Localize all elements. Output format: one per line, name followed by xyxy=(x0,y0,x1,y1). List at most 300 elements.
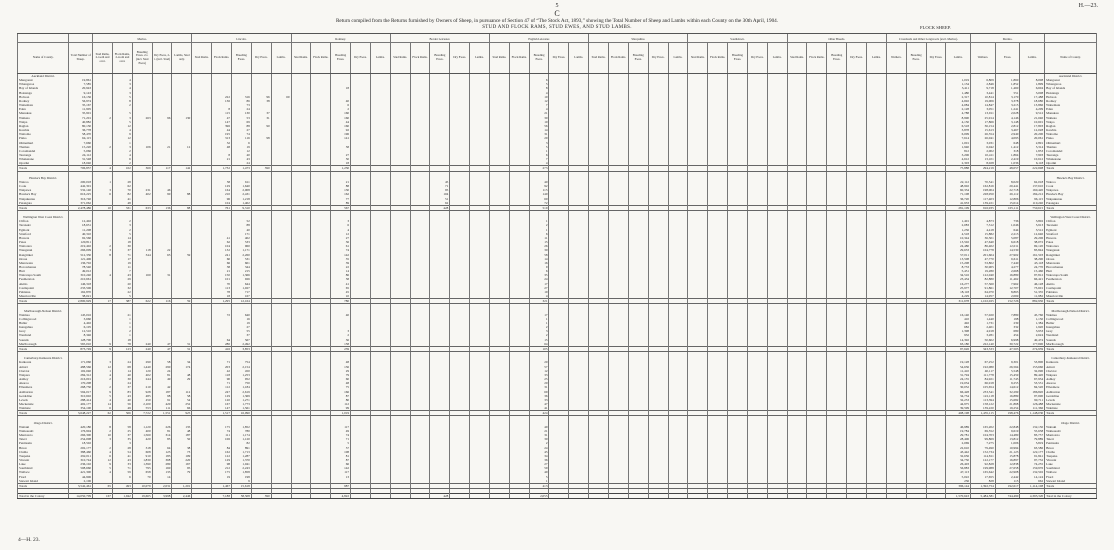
table-cell: 3 xyxy=(112,223,132,227)
table-cell: 3,878 xyxy=(946,128,971,132)
county-name: Clifton xyxy=(18,219,69,223)
table-cell: 34,734 xyxy=(946,394,971,398)
table-cell: 106 xyxy=(132,145,152,149)
table-cell: 4,873 xyxy=(971,219,996,223)
county-name-repeat: Total in the Colony xyxy=(1045,494,1097,499)
table-cell: 35 xyxy=(112,437,132,441)
table-cell: 72 xyxy=(529,201,549,206)
group-header: Other Breeds. xyxy=(787,34,886,43)
county-name: Piako xyxy=(18,136,69,140)
table-cell: 74 xyxy=(212,429,232,433)
column-header: Flock Rams. xyxy=(708,43,728,74)
table-cell: 212 xyxy=(212,466,232,470)
county-name: Ohinemuri xyxy=(18,141,69,145)
table-cell: 8 xyxy=(93,425,113,429)
table-cell: 98 xyxy=(212,462,232,466)
table-cell: 34,750 xyxy=(946,458,971,462)
table-cell: 52 xyxy=(231,219,251,223)
table-cell: 2,008 xyxy=(231,188,251,192)
county-name: Hutt xyxy=(18,269,69,273)
county-name-repeat: Canterbury-Kaikoura District. xyxy=(1045,356,1097,360)
table-cell xyxy=(291,494,311,499)
table-cell: 90 xyxy=(152,192,172,196)
table-cell: 17 xyxy=(529,282,549,286)
table-cell: 161,503 xyxy=(1020,253,1045,257)
table-cell: 198,004 xyxy=(971,188,996,192)
table-cell: 3,148 xyxy=(995,120,1020,124)
table-cell: 21 xyxy=(152,145,172,149)
table-cell: 987 xyxy=(331,483,351,488)
table-cell: 6 xyxy=(93,192,113,196)
table-cell: 2 xyxy=(331,107,351,111)
table-cell: 1,102,025 xyxy=(971,299,996,304)
table-cell: 28 xyxy=(112,446,132,450)
table-cell: 13,911 xyxy=(971,111,996,115)
table-cell: 1,046 xyxy=(995,223,1020,227)
table-cell: 171,060 xyxy=(69,360,93,364)
table-cell: 3 xyxy=(112,116,132,120)
table-cell: 130 xyxy=(172,116,192,120)
table-cell: 18,502 xyxy=(69,441,93,445)
county-name: Geraldine xyxy=(18,394,69,398)
table-cell: 910 xyxy=(132,454,152,458)
table-cell: 1,732 xyxy=(212,166,232,171)
table-cell: 416 xyxy=(212,346,232,351)
grand-total-row xyxy=(18,494,1097,499)
table-cell: 9,718 xyxy=(971,86,996,90)
table-cell: 64 xyxy=(152,446,172,450)
table-cell: 9 xyxy=(93,390,113,394)
table-cell xyxy=(569,494,589,499)
column-header: Dry Ewes. xyxy=(251,43,271,74)
table-cell: 10,344 xyxy=(946,236,971,240)
table-cell: 15,208 xyxy=(946,261,971,265)
table-cell: 1,171 xyxy=(231,248,251,252)
table-cell: 216,001 xyxy=(69,377,93,381)
table-cell: 3,031 xyxy=(971,141,996,145)
table-cell: 41 xyxy=(212,236,232,240)
table-cell: 96 xyxy=(212,197,232,201)
table-cell: 25,914 xyxy=(971,116,996,120)
table-cell: 19,254 xyxy=(995,406,1020,411)
county-name: Cheviot xyxy=(18,369,69,373)
table-cell: 5,913 xyxy=(1020,223,1045,227)
table-cell: 263 xyxy=(132,116,152,120)
table-cell: 10,814 xyxy=(971,95,996,99)
table-cell: 78 xyxy=(112,342,132,347)
table-cell: 174 xyxy=(172,365,192,369)
county-name-repeat: Patea xyxy=(1045,240,1097,244)
table-cell: 195 xyxy=(212,132,232,136)
table-cell: 1,148,030 xyxy=(1020,411,1045,416)
county-name-repeat: Waitomo xyxy=(1045,132,1097,136)
table-cell: 424 xyxy=(529,411,549,416)
table-cell: 102 xyxy=(112,166,132,171)
table-cell: 2,478,486 xyxy=(69,205,93,210)
table-cell: 40 xyxy=(331,99,351,103)
table-cell xyxy=(807,494,827,499)
table-cell: 120 xyxy=(212,398,232,402)
county-name: Rodney xyxy=(18,99,69,103)
table-cell: 1,551 xyxy=(152,411,172,416)
group-header: Southdown. xyxy=(688,34,787,43)
table-cell: 5 xyxy=(529,82,549,86)
group-header: Border Leicester. xyxy=(390,34,489,43)
table-cell: 2,083 xyxy=(946,223,971,227)
table-cell: 5 xyxy=(112,111,132,115)
table-cell: 162 xyxy=(331,192,351,196)
table-cell: 14,847 xyxy=(971,103,996,107)
table-cell: 594,017 xyxy=(69,390,93,394)
table-cell xyxy=(767,494,787,499)
table-cell: 1,366 xyxy=(231,273,251,277)
table-cell: 8,990 xyxy=(946,116,971,120)
table-cell: 16,090 xyxy=(231,411,251,416)
table-cell: 369 xyxy=(132,166,152,171)
table-cell: 7,312 xyxy=(971,223,996,227)
county-name: Manawatu xyxy=(18,261,69,265)
table-cell: 65 xyxy=(93,483,113,488)
column-header: Breeding Ewes. xyxy=(529,43,549,74)
table-cell: 50 xyxy=(172,437,192,441)
table-cell: 27 xyxy=(331,236,351,240)
column-header: Stud Rams. xyxy=(291,43,311,74)
table-cell: 7 xyxy=(529,157,549,161)
county-name-repeat: Patangata xyxy=(1045,201,1097,206)
table-cell: 8 xyxy=(529,86,549,90)
table-cell: 123 xyxy=(112,346,132,351)
table-cell: 7,722 xyxy=(132,411,152,416)
table-cell: 10 xyxy=(529,95,549,99)
table-cell: 15,220 xyxy=(69,145,93,149)
table-cell: 86 xyxy=(331,273,351,277)
table-cell: 9,619 xyxy=(995,429,1020,433)
table-cell: 266,009 xyxy=(69,248,93,252)
table-cell: 754 xyxy=(231,360,251,364)
table-cell: 9,310 xyxy=(231,205,251,210)
table-cell: 37 xyxy=(112,433,132,437)
table-cell: 90 xyxy=(251,124,271,128)
table-cell: 4 xyxy=(93,373,113,377)
table-cell: 1,295 xyxy=(212,299,232,304)
table-cell: 97,732 xyxy=(1020,458,1045,462)
table-cell: 640 xyxy=(231,313,251,317)
table-cell: 316,740 xyxy=(69,197,93,201)
table-cell: 64,115 xyxy=(69,136,93,140)
county-name-repeat: Mauriceville xyxy=(1045,294,1097,299)
table-cell: 36,778 xyxy=(69,128,93,132)
table-cell: 2,668 xyxy=(995,269,1020,273)
table-cell: 60 xyxy=(529,197,549,201)
county-name-repeat: Bay of Islands xyxy=(1045,86,1097,90)
table-cell: 20,441 xyxy=(995,184,1020,188)
table-cell: 11,462 xyxy=(995,277,1020,281)
table-cell: 150 xyxy=(212,273,232,277)
table-cell: 44 xyxy=(212,128,232,132)
table-cell: 160 xyxy=(331,111,351,115)
table-cell: 160 xyxy=(152,466,172,470)
group-header: Merino. xyxy=(93,34,192,43)
table-cell: 1,640 xyxy=(231,184,251,188)
table-cell: 198 xyxy=(231,475,251,479)
table-cell: 1,036 xyxy=(995,161,1020,166)
table-cell: 60,334 xyxy=(946,188,971,192)
table-cell: 59 xyxy=(529,466,549,470)
table-cell: 14,530 xyxy=(995,248,1020,252)
table-cell: 44,906 xyxy=(69,475,93,479)
table-cell: 219,402 xyxy=(69,244,93,248)
table-cell: 14 xyxy=(112,369,132,373)
table-cell: 36,720 xyxy=(946,197,971,201)
table-cell: 1 xyxy=(112,321,132,325)
table-cell: 1,473 xyxy=(231,166,251,171)
table-cell: 32,299 xyxy=(995,390,1020,394)
table-cell: 74,255 xyxy=(1020,462,1045,466)
county-name-repeat: Wanganui xyxy=(1045,248,1097,252)
table-cell: 162 xyxy=(212,450,232,454)
table-cell: 4 xyxy=(93,470,113,474)
column-header: Flock Rams, 2-tooth and over. xyxy=(112,43,132,74)
table-cell: 104 xyxy=(212,244,232,248)
table-cell: 136 xyxy=(331,365,351,369)
table-cell: 21 xyxy=(529,111,549,115)
table-cell: 1,253 xyxy=(231,373,251,377)
table-cell: 22,848 xyxy=(995,425,1020,429)
county-name-repeat: Hokianga xyxy=(1045,91,1097,95)
table-cell: 280 xyxy=(212,342,232,347)
county-name: Akaroa xyxy=(18,381,69,385)
table-cell: 47 xyxy=(529,402,549,406)
table-cell: 14,480 xyxy=(995,433,1020,437)
county-name: Waitotara xyxy=(18,244,69,248)
column-header: Stud Rams. xyxy=(787,43,807,74)
table-cell: 1,201 xyxy=(172,483,192,488)
table-cell: 26,112 xyxy=(995,192,1020,196)
table-cell: 313 xyxy=(212,136,232,140)
table-cell: 30 xyxy=(112,377,132,381)
county-name: Taieri xyxy=(18,437,69,441)
table-cell: 97,812 xyxy=(1020,273,1045,277)
table-cell: 34,516 xyxy=(946,273,971,277)
table-cell: 4 xyxy=(529,107,549,111)
table-cell xyxy=(668,494,688,499)
table-cell xyxy=(906,494,926,499)
county-name: Waitomo xyxy=(18,132,69,136)
county-name-repeat: Inangahua xyxy=(1045,325,1097,329)
table-cell: 17,803 xyxy=(1020,124,1045,128)
table-cell: 4 xyxy=(529,161,549,166)
county-name-repeat: Stratford xyxy=(1045,232,1097,236)
county-name: Sounds xyxy=(18,338,69,342)
table-cell: 1,401 xyxy=(946,219,971,223)
table-cell: 1,440 xyxy=(971,317,996,321)
table-cell: 29 xyxy=(112,277,132,281)
table-cell: 8,863 xyxy=(995,290,1020,294)
table-cell: 58 xyxy=(172,394,192,398)
table-cell: 354,100 xyxy=(69,406,93,411)
table-cell: 6,105 xyxy=(69,325,93,329)
table-cell: 147 xyxy=(212,120,232,124)
table-cell: 780 xyxy=(331,299,351,304)
table-cell: 85 xyxy=(152,437,172,441)
table-cell: 68 xyxy=(112,365,132,369)
table-cell: 2 xyxy=(93,446,113,450)
table-cell: 158 xyxy=(331,342,351,347)
table-cell: 49 xyxy=(529,470,549,474)
table-cell: 3,998 xyxy=(152,494,172,499)
county-name-repeat: Amuri xyxy=(1045,365,1097,369)
table-cell: 9 xyxy=(93,346,113,351)
table-cell: 1,369 xyxy=(231,394,251,398)
table-cell: 30 xyxy=(112,244,132,248)
county-name: Peninsula xyxy=(18,441,69,445)
table-cell: 7 xyxy=(529,103,549,107)
county-name: Hawke's Bay xyxy=(18,192,69,196)
county-name-repeat: Waipukurau xyxy=(1045,197,1097,201)
table-cell: 129 xyxy=(212,458,232,462)
county-name-repeat: Akitio xyxy=(1045,282,1097,286)
table-cell: 111,366 xyxy=(1020,406,1045,411)
table-cell: 7,962 xyxy=(995,282,1020,286)
table-cell: 706,857 xyxy=(69,166,93,171)
table-cell: 310,744 xyxy=(69,458,93,462)
county-name-repeat: Peninsula xyxy=(1045,441,1097,445)
table-cell: 344 xyxy=(132,253,152,257)
table-cell: 43 xyxy=(112,458,132,462)
county-name-repeat: Waipawa xyxy=(1045,188,1097,192)
table-cell: 140 xyxy=(529,192,549,196)
table-cell: 331 xyxy=(112,205,132,210)
table-cell: 5 xyxy=(112,95,132,99)
report-code: H.—23. xyxy=(1078,3,1098,9)
table-cell: 49,012 xyxy=(69,269,93,273)
table-cell: 28,406 xyxy=(946,437,971,441)
table-cell: 38 xyxy=(251,99,271,103)
table-cell: 8,733 xyxy=(946,265,971,269)
table-cell: 14 xyxy=(152,475,172,479)
table-cell: 8 xyxy=(212,107,232,111)
table-cell: 567 xyxy=(331,205,351,210)
table-cell: 87 xyxy=(331,458,351,462)
table-cell: 2,940 xyxy=(995,132,1020,136)
table-cell xyxy=(489,494,509,499)
column-header: Lambs. xyxy=(470,43,490,74)
column-header: Lambs. xyxy=(370,43,390,74)
county-name-repeat: Coromandel xyxy=(1045,149,1097,153)
table-cell: 222,140 xyxy=(971,342,996,347)
table-cell: 47 xyxy=(212,116,232,120)
table-cell: 50,602 xyxy=(971,338,996,342)
table-cell: 58,470 xyxy=(69,132,93,136)
table-cell: 40 xyxy=(112,373,132,377)
table-cell: 115 xyxy=(995,479,1020,484)
county-name: Ashburton xyxy=(18,390,69,394)
county-name: Pahiatua xyxy=(18,290,69,294)
county-name-repeat: Sounds xyxy=(1045,338,1097,342)
table-cell: 113,394 xyxy=(971,398,996,402)
table-cell: 66 xyxy=(331,462,351,466)
table-cell: 1,027 xyxy=(231,286,251,290)
column-header: Breeding Ewes. xyxy=(231,43,251,74)
county-name: Vincent xyxy=(18,458,69,462)
table-cell: 14 xyxy=(93,402,113,406)
table-cell: 1 xyxy=(112,317,132,321)
table-cell: 413 xyxy=(529,483,549,488)
table-cell: 97,690 xyxy=(1020,394,1045,398)
table-cell: 3,215 xyxy=(995,103,1020,107)
county-name: Kaikoura xyxy=(18,360,69,364)
table-cell: 2 xyxy=(93,145,113,149)
table-cell: 10 xyxy=(331,294,351,299)
table-cell: 952 xyxy=(231,377,251,381)
table-cell: 2,031 xyxy=(152,483,172,488)
table-cell: 132 xyxy=(212,248,232,252)
table-cell xyxy=(271,494,291,499)
table-cell: 37 xyxy=(112,248,132,252)
table-cell: 201,604 xyxy=(971,253,996,257)
table-cell: 111 xyxy=(212,433,232,437)
table-cell: 31 xyxy=(172,342,192,347)
table-cell: 3 xyxy=(331,219,351,223)
table-cell: 102,040 xyxy=(69,369,93,373)
table-cell: 57,020 xyxy=(971,313,996,317)
table-cell: 96 xyxy=(251,95,271,99)
county-name-repeat: Rodney xyxy=(1045,99,1097,103)
table-cell: 273 xyxy=(529,166,549,171)
table-cell: 198 xyxy=(995,317,1020,321)
table-cell: 15,613 xyxy=(971,128,996,132)
table-cell: 1,773 xyxy=(231,402,251,406)
table-cell: 45 xyxy=(430,180,450,184)
table-cell: 21 xyxy=(112,313,132,317)
table-cell: 6 xyxy=(529,153,549,157)
table-cell: 48 xyxy=(172,373,192,377)
county-name-repeat: Levels xyxy=(1045,398,1097,402)
table-cell: 175 xyxy=(212,425,232,429)
table-cell: 58,508 xyxy=(231,494,251,499)
county-name: Bay of Islands xyxy=(18,86,69,90)
table-cell: 40,117 xyxy=(971,369,996,373)
table-cell: 1,942 xyxy=(112,494,132,499)
table-cell: 49 xyxy=(112,406,132,411)
table-cell: 1,287 xyxy=(231,454,251,458)
table-cell: 2,100 xyxy=(132,402,152,406)
table-cell: 66,421 xyxy=(1020,277,1045,281)
county-name: Whangaroa xyxy=(18,82,69,86)
table-cell: 9 xyxy=(93,342,113,347)
table-cell: 226 xyxy=(152,425,172,429)
table-cell: 187 xyxy=(172,433,192,437)
county-name-repeat: Collingwood xyxy=(1045,317,1097,321)
table-cell: 1,230 xyxy=(331,166,351,171)
table-cell: 222,698 xyxy=(1020,166,1045,171)
table-cell: 31,794 xyxy=(946,373,971,377)
table-cell: 165,202 xyxy=(971,425,996,429)
county-name-repeat: Taranaki xyxy=(1045,223,1097,227)
table-cell: 67,252 xyxy=(971,360,996,364)
table-cell: 891 xyxy=(231,446,251,450)
table-cell: 77 xyxy=(331,197,351,201)
column-header: Dry Ewes. xyxy=(549,43,569,74)
table-cell: 12 xyxy=(529,99,549,103)
table-cell: 45,760 xyxy=(1020,313,1045,317)
table-cell: 87 xyxy=(331,394,351,398)
table-cell: 35 xyxy=(529,273,549,277)
table-cell: 567 xyxy=(231,338,251,342)
table-cell: 4,277 xyxy=(995,265,1020,269)
table-cell: 292,011 xyxy=(69,454,93,458)
table-cell: 175 xyxy=(212,470,232,474)
